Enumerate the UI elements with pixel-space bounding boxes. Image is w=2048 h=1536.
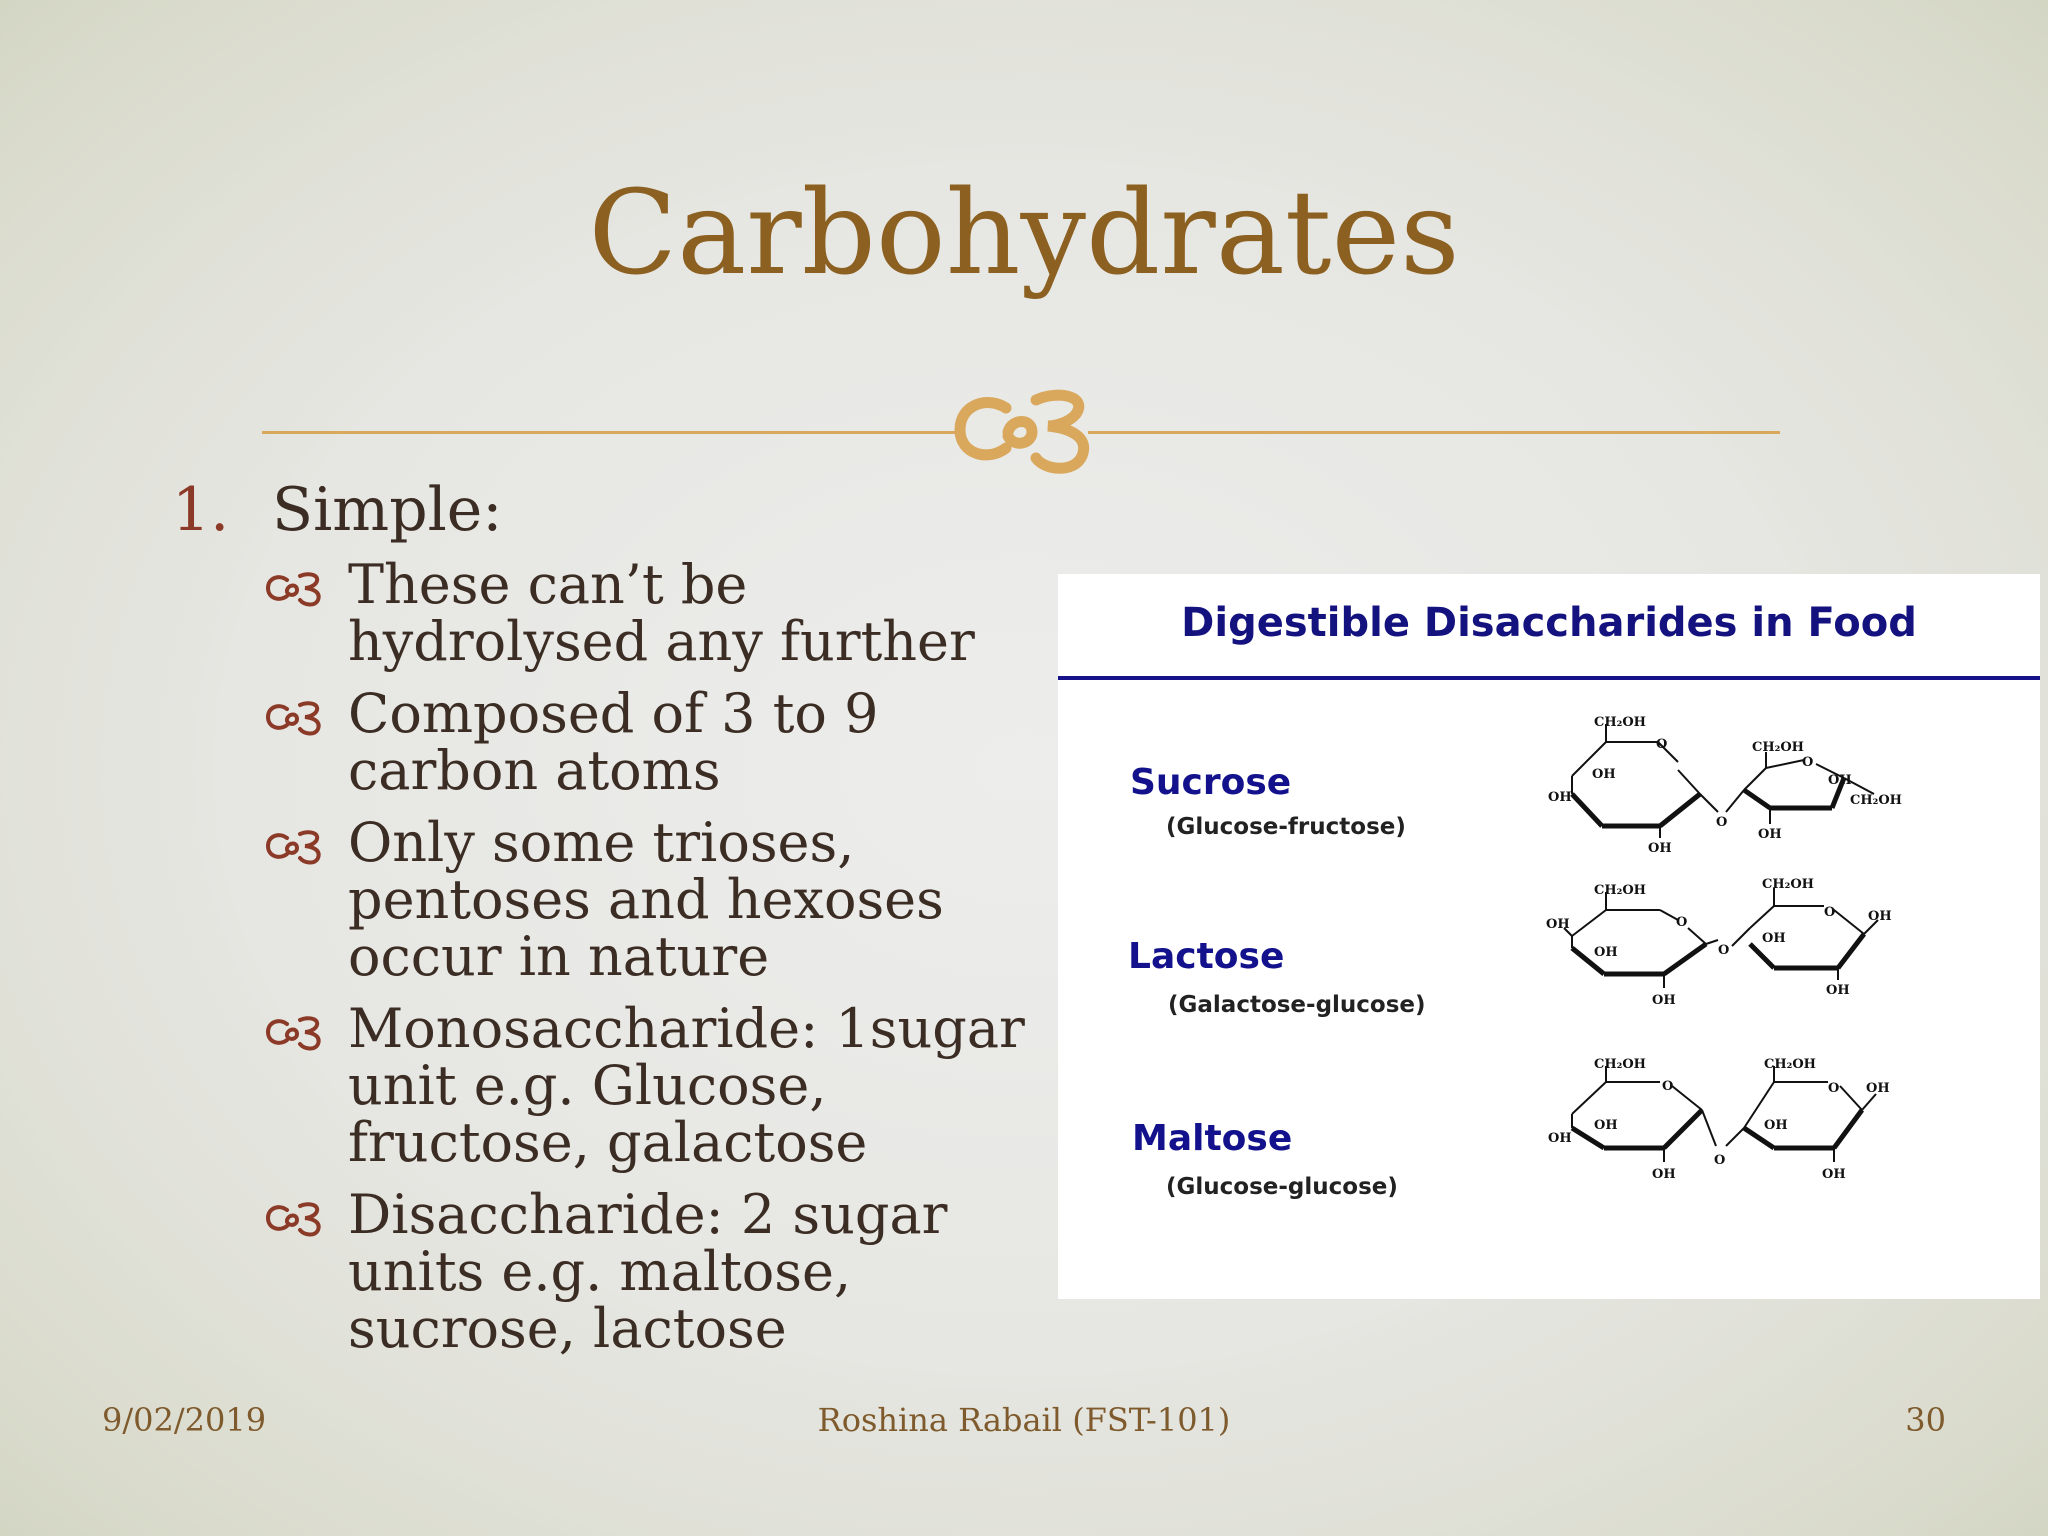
bullet-item: Composed of 3 to 9 carbon atoms xyxy=(265,685,1055,799)
bullet-ornament-icon xyxy=(265,1198,323,1238)
label-oh: OH xyxy=(1826,983,1850,998)
sugar-composition-maltose: (Glucose-glucose) xyxy=(1166,1174,1398,1200)
label-bridge-o: O xyxy=(1716,815,1728,830)
label-bridge-o: O xyxy=(1718,943,1730,958)
title-divider-left xyxy=(262,431,962,434)
label-oh: OH xyxy=(1548,790,1572,805)
label-ch2oh: CH₂OH xyxy=(1764,1057,1816,1072)
label-oh: OH xyxy=(1594,1118,1618,1133)
bullet-ornament-icon xyxy=(265,1012,323,1052)
sugar-name-lactose: Lactose xyxy=(1128,936,1285,977)
figure-title: Digestible Disaccharides in Food xyxy=(1181,600,1917,646)
footer-page-number: 30 xyxy=(1905,1401,1946,1439)
label-ring-o: O xyxy=(1828,1081,1840,1096)
title-divider-right xyxy=(1088,431,1780,434)
sugar-composition-sucrose: (Glucose-fructose) xyxy=(1166,814,1406,840)
label-oh: OH xyxy=(1866,1081,1890,1096)
bullet-ornament-icon xyxy=(265,568,323,608)
lactose-structure xyxy=(1538,874,1978,1014)
label-oh: OH xyxy=(1548,1131,1572,1146)
slide-title: Carbohydrates xyxy=(588,166,1460,301)
sugar-name-sucrose: Sucrose xyxy=(1130,762,1292,803)
label-ring-o: O xyxy=(1824,905,1836,920)
footer-author: Roshina Rabail (FST-101) xyxy=(817,1401,1231,1439)
label-oh: OH xyxy=(1868,909,1892,924)
bullet-ornament-icon xyxy=(265,826,323,866)
label-oh: OH xyxy=(1546,917,1570,932)
label-ch2oh: CH₂OH xyxy=(1762,877,1814,892)
label-oh: OH xyxy=(1592,767,1616,782)
bullet-ornament-icon xyxy=(265,697,323,737)
label-ring-o: O xyxy=(1662,1079,1674,1094)
label-oh: OH xyxy=(1764,1118,1788,1133)
bullet-item: Monosaccharide: 1sugar unit e.g. Glucose, fructose, galactose xyxy=(265,1000,1055,1171)
item-number: 1. xyxy=(172,475,230,545)
label-ch2oh: CH₂OH xyxy=(1594,715,1646,730)
bullet-item: Only some trioses, pentoses and hexoses occur in nature xyxy=(265,814,1055,985)
label-oh: OH xyxy=(1762,931,1786,946)
label-oh: OH xyxy=(1648,841,1672,854)
figure-divider xyxy=(1058,676,2040,680)
label-ring-o: O xyxy=(1802,755,1814,770)
label-ch2oh: CH₂OH xyxy=(1594,1057,1646,1072)
maltose-structure xyxy=(1538,1052,1978,1192)
label-oh: OH xyxy=(1594,945,1618,960)
label-ring-o: O xyxy=(1676,915,1688,930)
bullet-item: These can’t be hydrolysed any further xyxy=(265,556,1055,670)
ornament-icon xyxy=(948,378,1098,478)
bullet-list xyxy=(265,553,1055,1372)
label-ch2oh: CH₂OH xyxy=(1850,793,1902,808)
label-oh: OH xyxy=(1758,827,1782,842)
footer-date: 9/02/2019 xyxy=(102,1401,267,1439)
label-oh: OH xyxy=(1652,1167,1676,1182)
sucrose-structure xyxy=(1538,714,1978,854)
label-ring-o: O xyxy=(1656,737,1668,752)
label-ch2oh: CH₂OH xyxy=(1594,883,1646,898)
label-oh: OH xyxy=(1822,1167,1846,1182)
bullet-item: Disaccharide: 2 sugar units e.g. maltose, sucrose, lactose xyxy=(265,1186,1055,1357)
list-item-simple xyxy=(172,475,503,545)
disaccharides-figure xyxy=(1058,574,2040,1299)
label-bridge-o: O xyxy=(1714,1153,1726,1168)
item-label: Simple: xyxy=(272,475,503,545)
sugar-name-maltose: Maltose xyxy=(1132,1118,1293,1159)
label-oh: OH xyxy=(1652,993,1676,1008)
label-oh: OH xyxy=(1828,773,1852,788)
sugar-composition-lactose: (Galactose-glucose) xyxy=(1168,992,1426,1018)
label-ch2oh: CH₂OH xyxy=(1752,740,1804,755)
